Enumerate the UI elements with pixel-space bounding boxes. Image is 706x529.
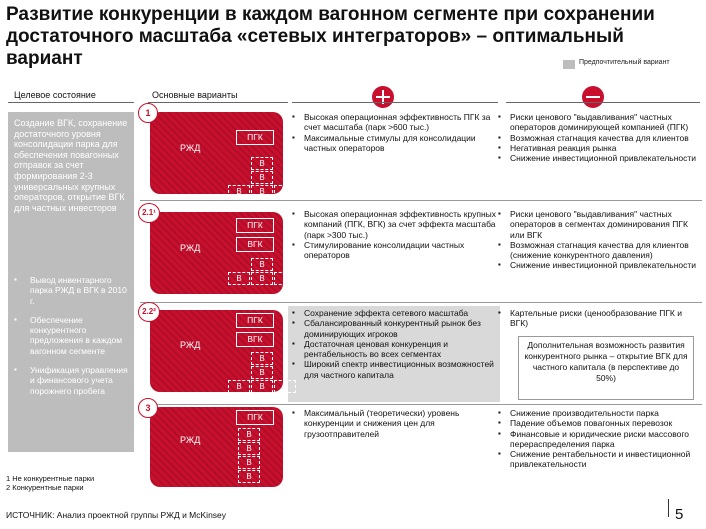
variant-3-pros [292, 408, 498, 439]
row-divider [140, 200, 702, 201]
rzd-label: РЖД [180, 143, 201, 153]
target-state-text: Создание ВГК, сохранение достаточного уровня консолидации парка для обеспечения повагонных отправок за счет формирования 2-3 универсальных крупных операторов, открытие ВГК для частных инвесторов [14, 118, 128, 213]
source-note: ИСТОЧНИК: Анализ проектной группы РЖД и McKinsey [6, 510, 227, 520]
column-head-variants: Основные варианты [152, 90, 238, 100]
list-item: ▪ Снижение инвестиционной привлекательности [498, 260, 702, 270]
list-item: ▪ Снижение инвестиционной привлекательности [498, 153, 702, 163]
list-item: ▪ Обеспечение конкурентного предложения в каждом вагонном сегменте [12, 315, 130, 356]
list-item: ▪ Сбалансированный конкурентный рынок без доминирующих игроков [292, 318, 498, 339]
wagon-chip: В [238, 456, 260, 469]
pgk-box: ПГК [236, 130, 274, 145]
variant-3-cons [498, 408, 702, 470]
wagon-chip: В [228, 185, 250, 198]
row-divider [140, 302, 702, 303]
variant-number-badge: 2.2² [138, 302, 160, 322]
list-item: ▪ Возможная стагнация качества для клиентов [498, 133, 702, 143]
row-divider [140, 404, 702, 405]
wagon-chip: В [251, 185, 273, 198]
list-item: ▪ Вывод инвентарного парка РЖД в ВГК в 2010 г. [12, 275, 130, 306]
callout-box: Дополнительная возможность развития конкурентного рынка – открытие ВГК для частного капитала (в перспективе до 50%) [518, 336, 694, 400]
list-item: ▪ Финансовые и юридические риски массового перераспределения парка [498, 429, 702, 450]
wagon-chip: В [238, 442, 260, 455]
variant-2-2-cons [498, 308, 702, 329]
list-item: ▪ Широкий спектр инвестиционных возможностей для частного капитала [292, 359, 498, 380]
list-item: ▪ Стимулирование консолидации частных операторов [292, 240, 498, 261]
wagon-group [238, 428, 260, 483]
list-item: ▪ Высокая операционная эффективность крупных компаний (ПГК, ВГК) за счет эффекта масштаба (парк >300 тыс.) [292, 209, 498, 240]
list-item: ▪ Максимальные стимулы для консолидации частных операторов [292, 133, 498, 154]
list-item: ▪ Достаточная ценовая конкуренция и рентабельность во всех сегментах [292, 339, 498, 360]
wagon-group [228, 258, 296, 285]
target-state-bullets [12, 275, 130, 405]
wagon-group [228, 352, 296, 393]
wagon-chip: В [251, 258, 273, 271]
plus-icon [372, 86, 394, 108]
preferred-legend-label: Предпочтительный вариант [579, 59, 670, 66]
footnotes [6, 474, 94, 492]
wagon-chip: В [228, 380, 250, 393]
list-item: ▪ Риски ценового "выдавливания" частных операторов в сегментах доминирования ПГК или ВГК [498, 209, 702, 240]
wagon-chip: В [251, 380, 273, 393]
wagon-chip: В [274, 380, 296, 393]
list-item: ▪ Сохранение эффекта сетевого масштаба [292, 308, 498, 318]
list-item: ▪ Падение объемов повагонных перевозок [498, 418, 702, 428]
list-item: ▪ Возможная стагнация качества для клиентов (снижение конкурентного давления) [498, 240, 702, 261]
rzd-label: РЖД [180, 243, 201, 253]
pgk-box: ПГК [236, 313, 274, 328]
page-number-divider [668, 499, 669, 517]
cons-underline [506, 102, 700, 103]
variant-number-badge: 3 [138, 398, 158, 418]
variant-1-cons [498, 112, 702, 163]
wagon-chip: В [251, 352, 273, 365]
pgk-box: ПГК [236, 410, 274, 425]
footnote: 1 Не конкурентные парки [6, 474, 95, 483]
vgk-box: ВГК [236, 237, 274, 252]
wagon-chip: В [274, 272, 296, 285]
wagon-chip: В [251, 171, 273, 184]
list-item: ▪ Снижение рентабельности и инвестиционной привлекательности [498, 449, 702, 470]
page-number: 5 [675, 506, 684, 523]
variant-2-1-cons [498, 209, 702, 271]
vgk-box: ВГК [236, 332, 274, 347]
variant-1-pros [292, 112, 498, 153]
wagon-chip: В [238, 428, 260, 441]
column-head-underline [148, 102, 288, 103]
pros-underline [292, 102, 498, 103]
wagon-chip: В [251, 272, 273, 285]
wagon-chip: В [228, 272, 250, 285]
wagon-chip: В [251, 157, 273, 170]
variant-2-2-pros [292, 308, 498, 380]
wagon-group [228, 157, 296, 198]
wagon-chip: В [238, 470, 260, 483]
variant-number-badge: 1 [138, 103, 158, 123]
wagon-chip: В [251, 366, 273, 379]
column-head-underline [8, 102, 134, 103]
column-head-target: Целевое состояние [14, 90, 96, 100]
list-item: ▪ Негативная реакция рынка [498, 143, 702, 153]
list-item: ▪ Унификация управления и финансового учета порожнего пробега [12, 365, 130, 396]
minus-icon [582, 86, 604, 108]
variant-number-badge: 2.1¹ [138, 203, 160, 223]
pgk-box: ПГК [236, 218, 274, 233]
rzd-label: РЖД [180, 435, 201, 445]
footnote: 2 Конкурентные парки [6, 483, 84, 492]
preferred-legend-swatch [563, 60, 575, 69]
page-title: Развитие конкуренции в каждом вагонном сегменте при сохранении достаточного масштаба «сетевых интеграторов» – оптимальный вариант [6, 4, 655, 69]
wagon-chip: В [274, 185, 296, 198]
list-item: ▪ Максимальный (теоретически) уровень конкуренции и снижения цен для грузоотправителей [292, 408, 498, 439]
list-item: ▪ Риски ценового "выдавливания" частных операторов доминирующей компанией (ПГК) [498, 112, 702, 133]
variant-2-1-pros [292, 209, 498, 260]
list-item: ▪ Снижение производительности парка [498, 408, 702, 418]
list-item: ▪ Высокая операционная эффективность ПГК за счет масштаба (парк >600 тыс.) [292, 112, 498, 133]
rzd-label: РЖД [180, 340, 201, 350]
list-item: ▪ Картельные риски (ценообразование ПГК и ВГК) [498, 308, 702, 329]
